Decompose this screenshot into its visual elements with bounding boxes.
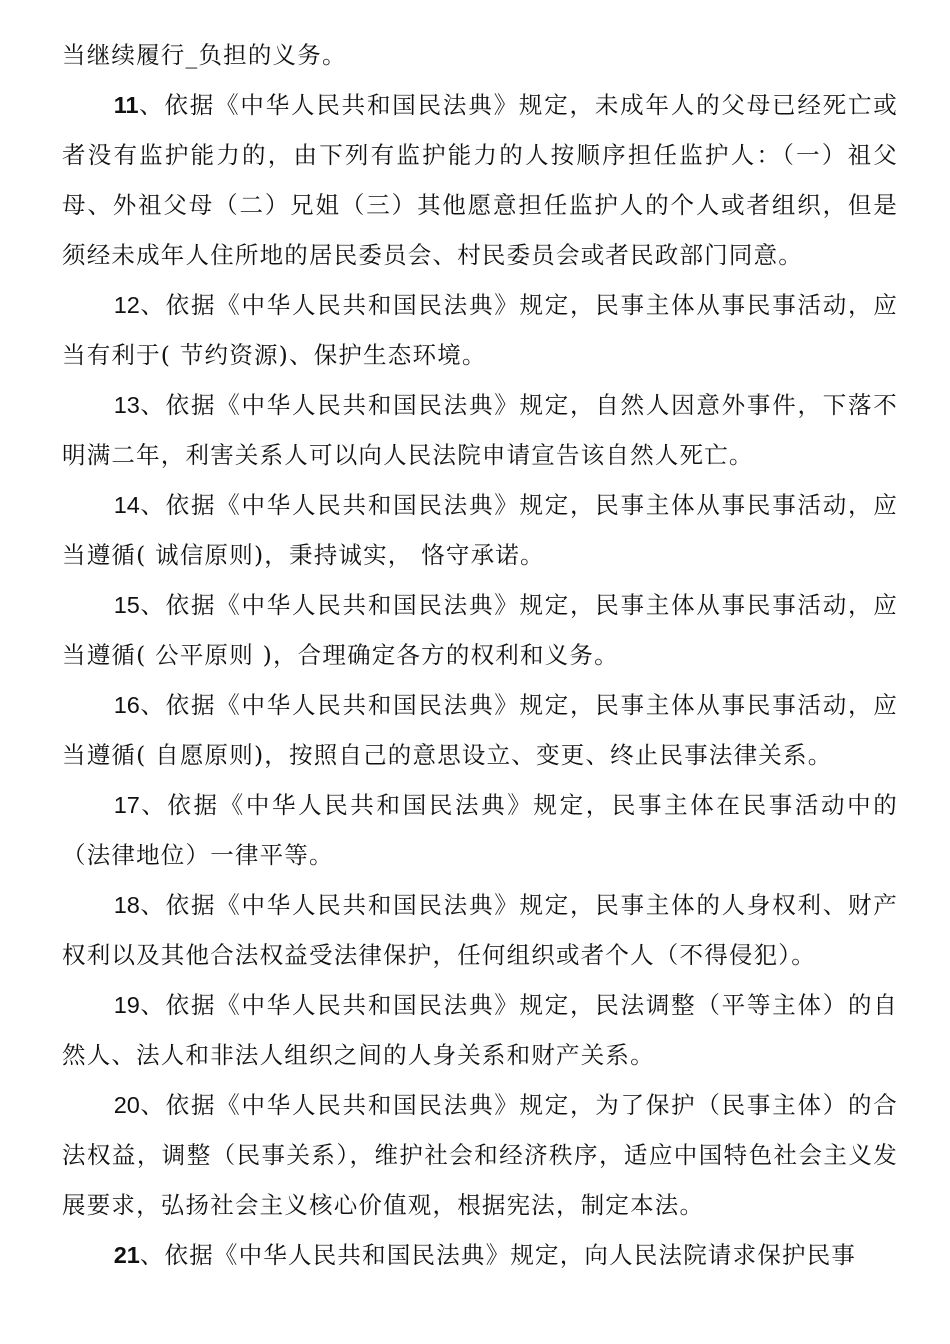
paragraph-text: 、依据《中华人民共和国民法典》规定，自然人因意外事件，下落不明满二年，利害关系人可以向人民法院申请宣告该自然人死亡。: [62, 391, 898, 469]
item-number: 14: [113, 492, 140, 518]
paragraph-item-19: [62, 980, 898, 1080]
item-number: 16: [113, 692, 140, 718]
item-number: 12: [113, 292, 140, 318]
paragraph-item-20: [62, 1080, 898, 1230]
paragraph-item-17: [62, 780, 898, 880]
paragraph-text: 、依据《中华人民共和国民法典》规定，未成年人的父母已经死亡或者没有监护能力的，由下列有监护能力的人按顺序担任监护人：（一）祖父母、外祖父母（二）兄姐（三）其他愿意担任监护人的个人或者组织，但是须经未成年人住所地的居民委员会、村民委员会或者民政部门同意。: [62, 91, 898, 269]
paragraph-continuation: [62, 30, 898, 80]
paragraph-item-16: [62, 680, 898, 780]
item-number: 20: [113, 1092, 140, 1118]
item-number: 18: [113, 892, 140, 918]
paragraph-item-11: [62, 80, 898, 280]
paragraph-text: 、依据《中华人民共和国民法典》规定，民事主体从事民事活动，应当遵循( 公平原则 )，合理确定各方的权利和义务。: [62, 591, 898, 669]
paragraph-text: 、依据《中华人民共和国民法典》规定，民事主体从事民事活动，应当有利于( 节约资源)、保护生态环境。: [62, 291, 898, 369]
paragraph-text: 当继续履行_负担的义务。: [62, 41, 347, 69]
item-number: 11: [113, 92, 139, 118]
item-number: 19: [113, 992, 140, 1018]
paragraph-item-15: [62, 580, 898, 680]
paragraph-text: 、依据《中华人民共和国民法典》规定，民事主体的人身权利、财产权利以及其他合法权益受法律保护，任何组织或者个人（不得侵犯）。: [62, 891, 898, 969]
paragraph-item-18: [62, 880, 898, 980]
paragraph-item-21: [62, 1230, 898, 1280]
paragraph-text: 、依据《中华人民共和国民法典》规定，民事主体在民事活动中的（法律地位）一律平等。: [62, 791, 898, 869]
item-number: 15: [113, 592, 140, 618]
paragraph-item-14: [62, 480, 898, 580]
paragraph-text: 、依据《中华人民共和国民法典》规定，向人民法院请求保护民事: [139, 1241, 857, 1269]
paragraph-item-13: [62, 380, 898, 480]
paragraph-text: 、依据《中华人民共和国民法典》规定，民法调整（平等主体）的自然人、法人和非法人组织之间的人身关系和财产关系。: [62, 991, 898, 1069]
item-number: 17: [113, 792, 140, 818]
paragraph-item-12: [62, 280, 898, 380]
paragraph-text: 、依据《中华人民共和国民法典》规定，为了保护（民事主体）的合法权益，调整（民事关系），维护社会和经济秩序，适应中国特色社会主义发展要求，弘扬社会主义核心价值观，根据宪法，制定本法。: [62, 1091, 898, 1219]
paragraph-text: 、依据《中华人民共和国民法典》规定，民事主体从事民事活动，应当遵循( 自愿原则)，按照自己的意思设立、变更、终止民事法律关系。: [62, 691, 898, 769]
item-number: 13: [113, 392, 140, 418]
paragraph-text: 、依据《中华人民共和国民法典》规定，民事主体从事民事活动，应当遵循( 诚信原则)，秉持诚实， 恪守承诺。: [62, 491, 898, 569]
item-number: 21: [113, 1242, 140, 1268]
